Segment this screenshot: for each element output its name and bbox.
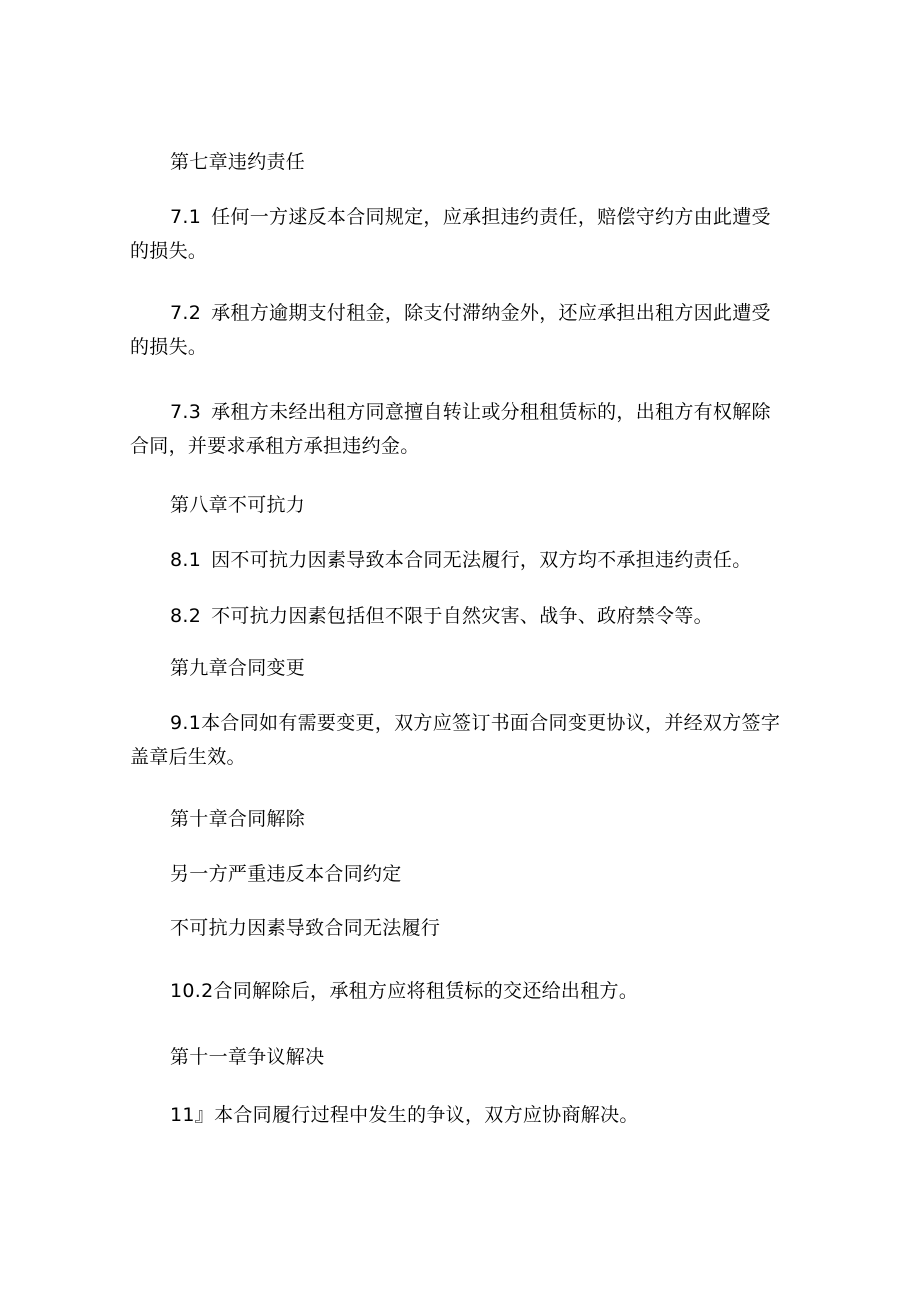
dissolution-item-1 [130,857,790,891]
paragraph-text: 第八章不可抗力 [170,494,306,516]
clause-number: 8.2 [170,605,202,627]
chapter-8-heading [130,488,790,522]
clause-text: 因不可抗力因素导致本合同无法履行，双方均不承担违约责任。 [211,549,752,571]
clause-number: 7.2 [170,302,202,324]
clause-text: 本合同如有需要变更，双方应签订书面合同变更协议，并经双方签字盖章后生效。 [130,712,781,768]
clause-7-3 [130,395,790,463]
clause-number: 7.3 [170,401,202,423]
clause-7-1 [130,200,790,268]
clause-text: 承租方逾期支付租金，除支付滞纳金外，还应承担出租方因此遭受的损失。 [130,302,771,358]
chapter-7-heading [130,145,790,179]
clause-number: 9.1 [170,712,202,734]
paragraph-text: 不可抗力因素导致合同无法履行 [170,917,441,939]
clause-text: 任何一方逑反本合同规定，应承担违约责任，赔偿守约方由此遭受的损失。 [130,206,771,262]
clause-11-1 [130,1098,790,1132]
clause-number: 7.1 [170,206,202,228]
clause-9-1 [130,706,790,774]
chapter-10-heading [130,802,790,836]
paragraph-text: 第十章合同解除 [170,808,306,830]
clause-number: 11』 [170,1104,215,1126]
clause-10-2 [130,974,790,1008]
chapter-11-heading [130,1040,790,1074]
clause-8-2 [130,599,790,633]
clause-text: 本合同履行过程中发生的争议，双方应协商解决。 [214,1104,639,1126]
paragraph-text: 另一方严重违反本合同约定 [170,863,402,885]
clause-text: 承租方未经出租方同意擅自转让或分租租赁标的，出租方有权解除合同，并要求承租方承担违约金。 [130,401,771,457]
paragraph-text: 第七章违约责任 [170,151,306,173]
paragraph-text: 第九章合同变更 [170,657,306,679]
clause-7-2 [130,296,790,364]
paragraph-text: 第十一章争议解决 [170,1046,325,1068]
clause-number: 8.1 [170,549,202,571]
chapter-9-heading [130,651,790,685]
clause-number: 10.2 [170,980,214,1002]
clause-text: 合同解除后，承租方应将租赁标的交还给出租方。 [213,980,639,1002]
clause-8-1 [130,543,790,577]
dissolution-item-2 [130,911,790,945]
clause-text: 不可抗力因素包括但不限于自然灾害、战争、政府禁令等。 [211,605,713,627]
